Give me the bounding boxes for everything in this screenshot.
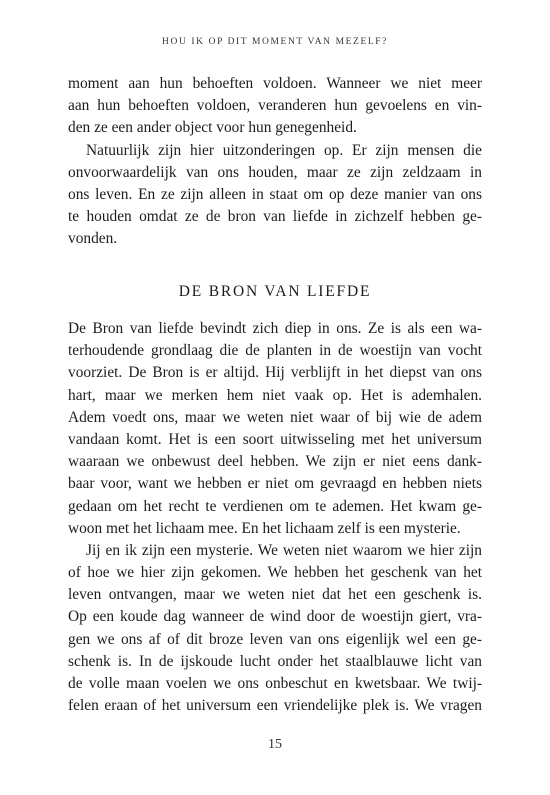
- text-line: woon met het lichaam mee. En het lichaam zelf is een mysterie.: [68, 519, 461, 537]
- text-line: Natuurlijk zijn hier uitzonderingen op. Er zijn mensen die: [86, 141, 482, 159]
- text-line: te houden omdat ze de bron van liefde in zichzelf hebben ge-: [68, 208, 482, 226]
- text-line: vonden.: [68, 230, 118, 248]
- paragraph-block-2: [68, 318, 482, 717]
- text-line: Adem voedt ons, maar we weten niet waar of bij wie de adem: [68, 408, 482, 426]
- text-line: gedaan om het recht te verdienen om te ademen. Het kwam ge-: [68, 497, 482, 515]
- page-number: 15: [268, 737, 282, 752]
- text-line: Op een koude dag wanneer de wind door de woestijn giert, vra-: [68, 608, 482, 626]
- section-heading: DE BRON VAN LIEFDE: [178, 283, 372, 300]
- text-line: moment aan hun behoeften voldoen. Wanneer we niet meer: [68, 75, 482, 92]
- text-line: hart, maar we merken hem niet vaak op. Het is ademhalen.: [68, 386, 482, 404]
- text-line: den ze een ander object voor hun genegenheid.: [68, 119, 357, 137]
- text-line: De Bron van liefde bevindt zich diep in ons. Ze is als een wa-: [68, 320, 482, 337]
- text-line: terhoudende grondlaag die de planten in de woestijn van vocht: [68, 342, 482, 360]
- paragraph-block-1: [68, 73, 482, 251]
- text-line: aan hun behoeften voldoen, veranderen hun gevoelens en vin-: [68, 97, 482, 115]
- text-line: leven ontvangen, maar we weten niet dat het een geschenk is.: [68, 586, 482, 604]
- text-line: baar voor, want we hebben er niet om gevraagd en hebben niets: [68, 475, 482, 493]
- text-line: schenk is. In de ijskoude lucht onder het staalblauwe licht van: [68, 652, 482, 670]
- text-line: vandaan komt. Het is een soort uitwisseling met het universum: [68, 430, 482, 448]
- text-line: felen eraan of het universum een vriendelijke plek is. We vragen: [68, 697, 482, 715]
- text-line: gen we ons af of dit broze leven van ons eigenlijk wel een ge-: [68, 630, 482, 648]
- text-line: onvoorwaardelijk van ons houden, maar ze zijn zeldzaam in: [68, 163, 482, 181]
- text-line: Jij en ik zijn een mysterie. We weten niet waarom we hier zijn: [86, 541, 482, 559]
- text-line: voorziet. De Bron is er altijd. Hij verblijft in het diepst van ons: [68, 364, 482, 382]
- text-line: waaraan we onbewust deel hebben. We zijn er niet eens dank-: [68, 453, 482, 471]
- text-line: ons leven. En ze zijn alleen in staat om op deze manier van ons: [68, 185, 482, 203]
- running-head: HOU IK OP DIT MOMENT VAN MEZELF?: [162, 37, 388, 47]
- text-line: de volle maan voelen we ons onbeschut en kwetsbaar. We twij-: [68, 675, 482, 692]
- text-line: of hoe we hier zijn gekomen. We hebben het geschenk van het: [68, 564, 482, 582]
